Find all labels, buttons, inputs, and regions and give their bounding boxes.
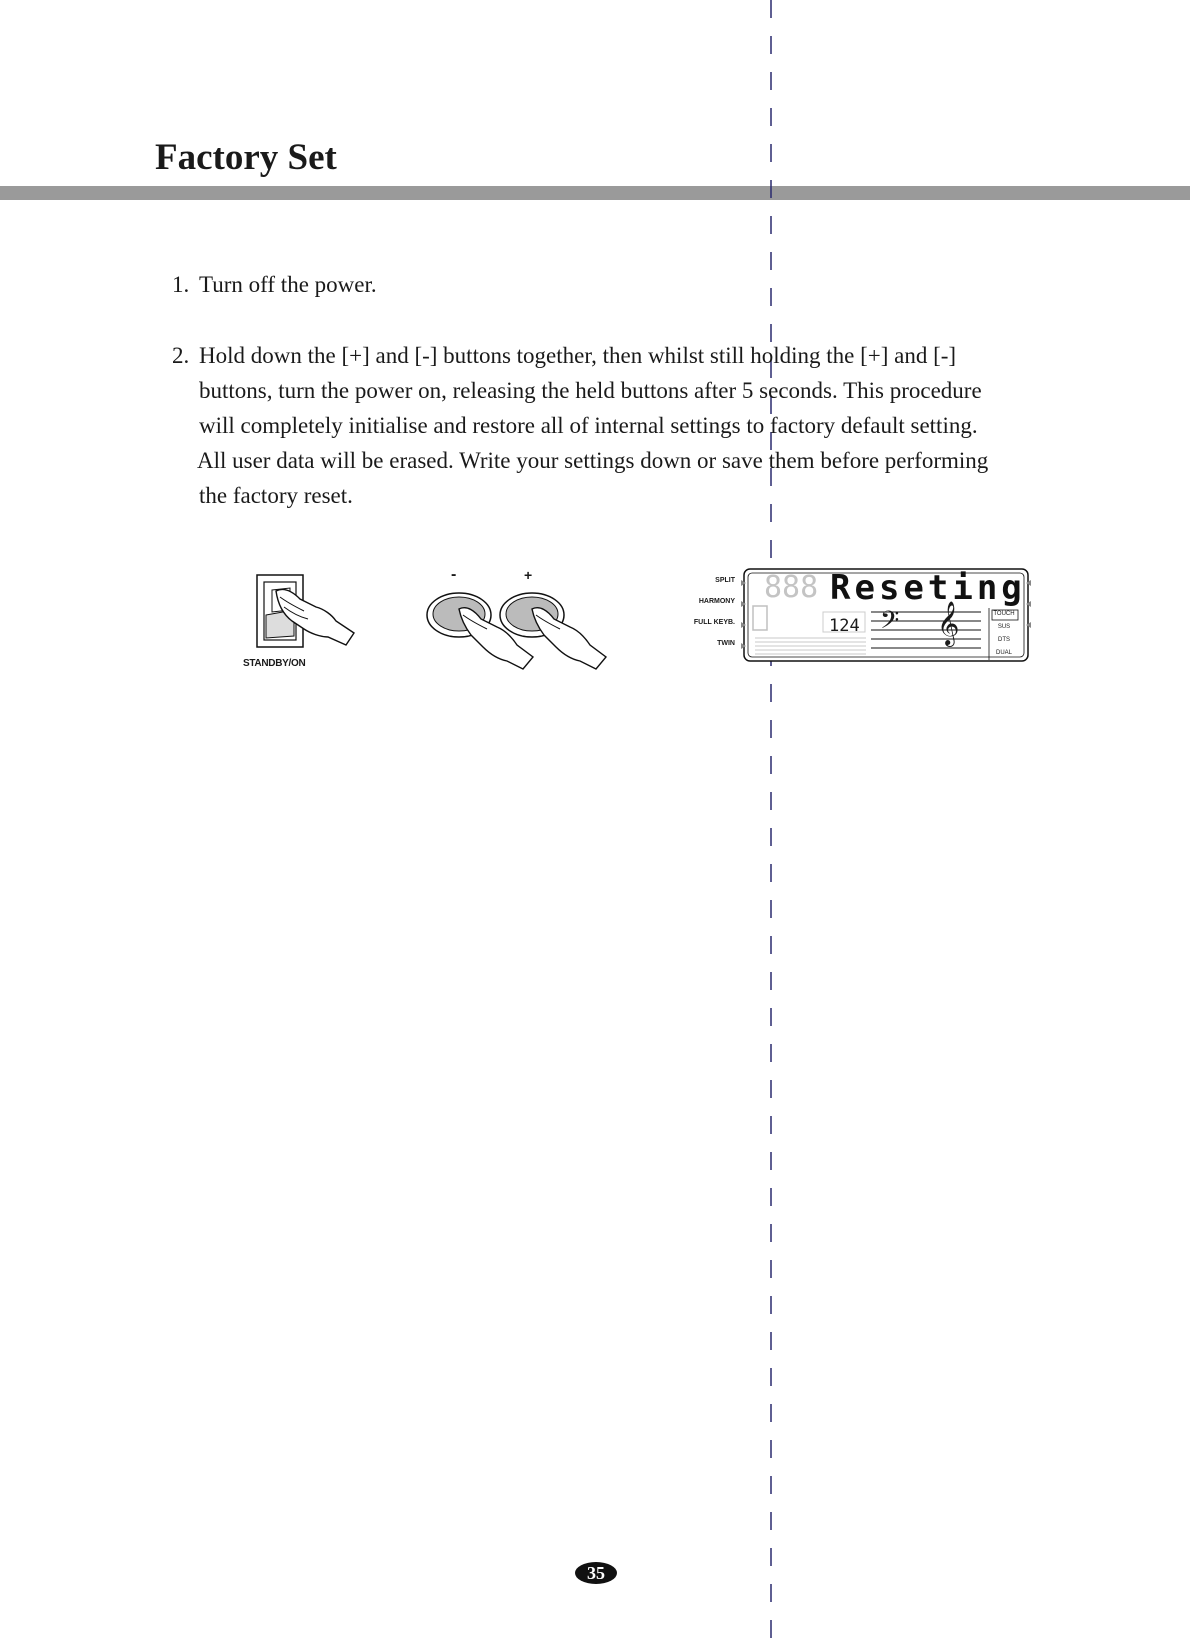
plus-label: +	[524, 567, 532, 583]
lcd-sus-label: SUS	[997, 624, 1011, 630]
page-title: Factory Set	[155, 137, 337, 178]
lcd-touch-label: TOUCH	[993, 611, 1015, 617]
step-number: 1.	[172, 272, 190, 297]
step-line: buttons, turn the power on, releasing the held buttons after 5 seconds. This procedure	[199, 378, 982, 403]
step-line: Hold down the [+] and [-] buttons together, then whilst still holding the [+] and [-]	[199, 343, 957, 368]
step-line: the factory reset.	[199, 483, 353, 508]
treble-clef-icon: 𝄞	[937, 601, 960, 645]
hand-press-icon	[270, 585, 360, 665]
lcd-label-twin: TWIN	[717, 640, 735, 647]
step-1	[172, 267, 1107, 302]
minus-label: -	[451, 566, 457, 583]
hand-press-icon	[528, 605, 618, 675]
lcd-left-digits: 888	[764, 570, 819, 605]
lcd-tempo: 124	[829, 616, 860, 636]
lcd-dts-label: DTS	[998, 637, 1010, 643]
step-line: All user data will be erased. Write your settings down or save them before performing	[197, 448, 989, 473]
bass-clef-icon: 𝄢	[880, 606, 900, 641]
step-line: will completely initialise and restore all of internal settings to factory default setting.	[199, 413, 978, 438]
lcd-dual-label: DUAL	[995, 650, 1012, 656]
lcd-label-full-keyb: FULL KEYB.	[693, 619, 735, 626]
step-number: 2.	[172, 343, 190, 368]
page-number: 35	[575, 1562, 617, 1584]
step-text: Turn off the power.	[199, 272, 377, 297]
step-2	[172, 338, 1107, 513]
header-rule	[0, 186, 1190, 200]
power-switch-label: STANDBY/ON	[243, 658, 306, 669]
lcd-label-split: SPLIT	[715, 577, 735, 584]
dashed-cut-line	[770, 0, 772, 1640]
lcd-message: Reseting	[830, 568, 1026, 608]
lcd-label-harmony: HARMONY	[698, 598, 735, 605]
